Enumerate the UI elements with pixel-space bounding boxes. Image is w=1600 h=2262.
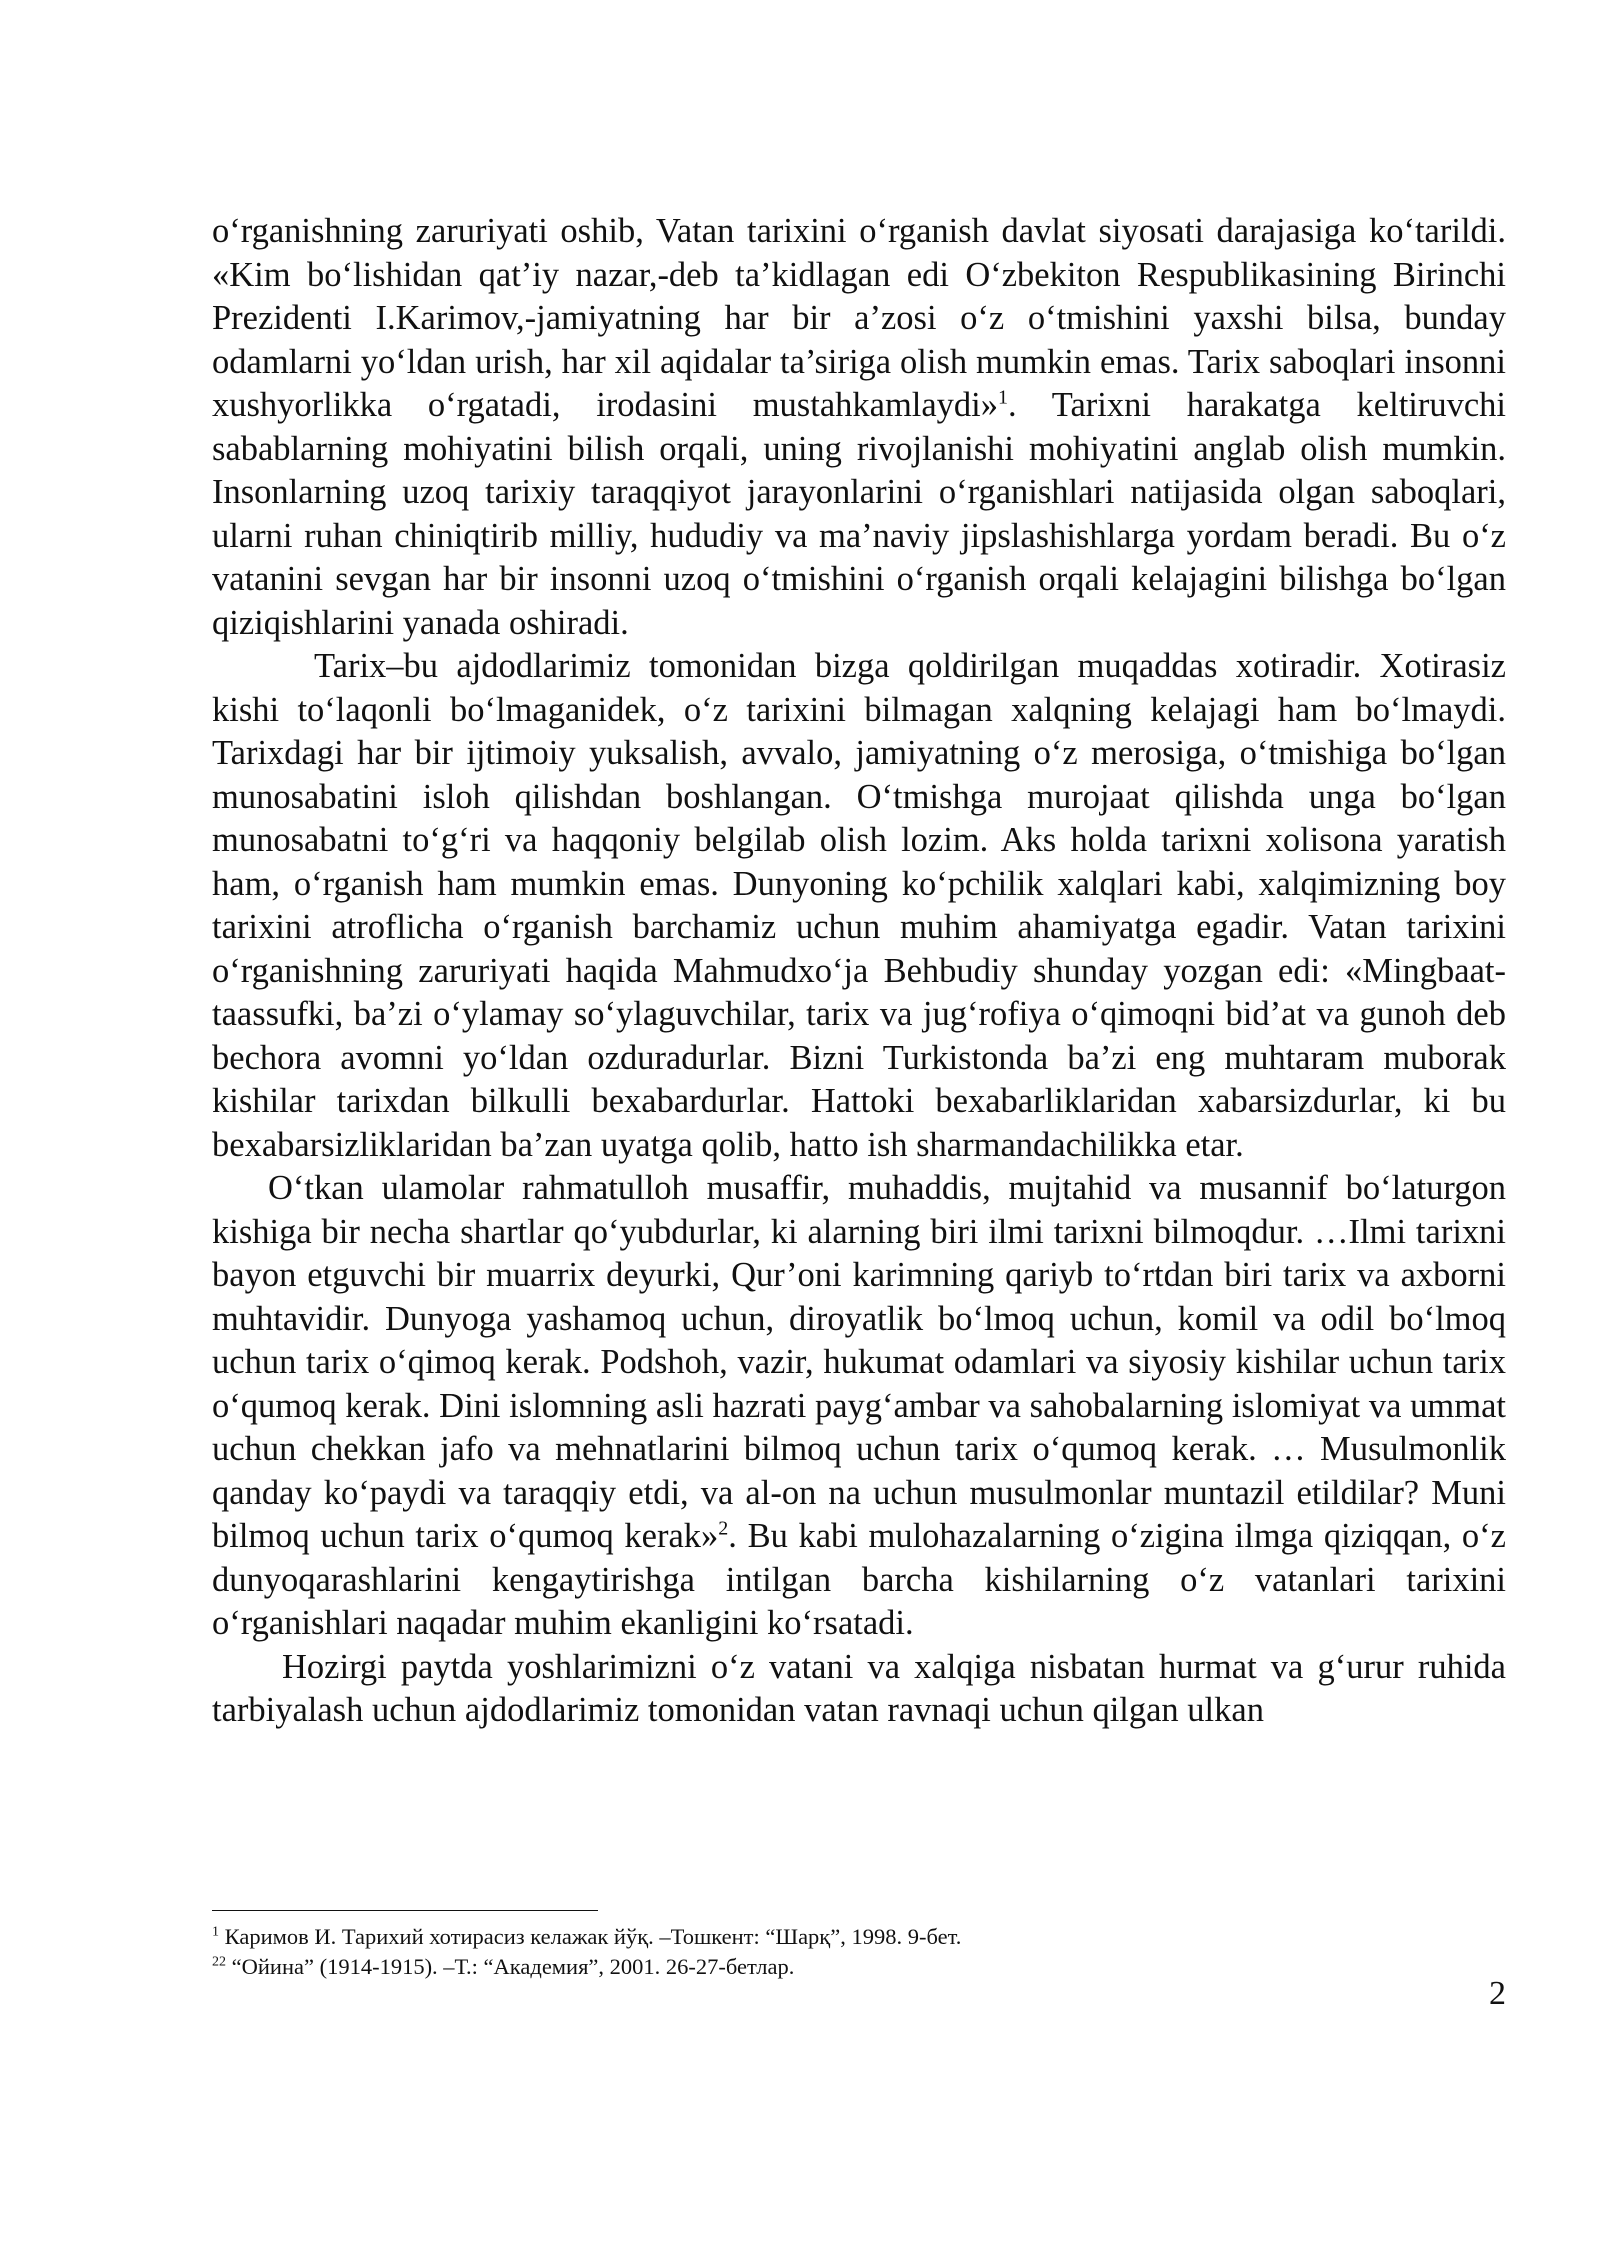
- footnote-1: [212, 1922, 1506, 1952]
- paragraph-3: [212, 1167, 1506, 1646]
- page-number: 2: [1489, 1975, 1506, 2012]
- footnotes: [212, 1922, 1506, 1982]
- footnote-2-mark: 22: [212, 1954, 226, 1970]
- paragraph-1-text-a: o‘rganishning zaruriyati oshib, Vatan tarixini o‘rganish davlat siyosati darajasiga ko‘tarildi. «Kim bo‘lishidan qat’iy nazar,-deb ta’kidlagan edi O‘zbekiton Respublikasining Birinchi Prezidenti I.Karimov,-jamiyatning har bir a’zosi o‘z o‘tmishini yaxshi bilsa, bunday odamlarni yo‘ldan urish, har xil aqidalar ta’siriga olish mumkin emas. Tarix saboqlari insonni xushyorlikka o‘rgatadi, irodasini mustahkamlaydi»: [212, 212, 1506, 424]
- paragraph-1-text-b: . Tarixni harakatga keltiruvchi sabablarning mohiyatini bilish orqali, uning rivojlanishi mohiyatini anglab olish mumkin. Insonlarning uzoq tarixiy taraqqiyot jarayonlarini o‘rganishlari natijasida olgan saboqlari, ularni ruhan chiniqtirib milliy, hududiy va ma’naviy jipslashishlarga yordam beradi. Bu o‘z vatanini sevgan har bir insonni uzoq o‘tmishini o‘rganish orqali kelajagini bilishga bo‘lgan qiziqishlarini yanada oshiradi.: [212, 386, 1506, 642]
- paragraph-3-text-a: O‘tkan ulamolar rahmatulloh musaffir, muhaddis, mujtahid va musannif bo‘laturgon kishiga bir necha shartlar qo‘yubdurlar, ki alarning biri ilmi tarixni bilmoqdur. …Ilmi tarixni bayon etguvchi bir muarrix deyurki, Qur’oni karimning qariyb to‘rtdan biri tarix va axborni muhtavidir. Dunyoga yashamoq uchun, diroyatlik bo‘lmoq uchun, komil va odil bo‘lmoq uchun tarix o‘qimoq kerak. Podshoh, vazir, hukumat odamlari va siyosiy kishilar uchun tarix o‘qumoq kerak. Dini islomning asli hazrati payg‘ambar va sahobalarning islomiyat va ummat uchun chekkan jafo va mehnatlarini bilmoq uchun tarix o‘qumoq kerak. … Musulmonlik qanday ko‘paydi va taraqqiy etdi, va al-on na uchun musulmonlar muntazil etildilar? Muni bilmoq uchun tarix o‘qumoq kerak»: [212, 1169, 1506, 1555]
- footnote-ref-2[interactable]: 2: [718, 1517, 729, 1540]
- footnote-2-text: “Ойина” (1914-1915). –Т.: “Академия”, 2001. 26-27-бетлар.: [226, 1954, 795, 1979]
- paragraph-3-text-b: . Bu kabi mulohazalarning o‘zigina ilmga qiziqqan, o‘z dunyoqarashlarini kengaytirishga intilgan barcha kishilarning o‘z vatanlari tarixini o‘rganishlari naqadar muhim ekanligini ko‘rsatadi.: [212, 1517, 1506, 1642]
- paragraph-1: [212, 210, 1506, 645]
- footnote-separator: [212, 1910, 598, 1911]
- footnote-1-text: Каримов И. Тарихий хотирасиз келажак йўқ. –Тошкент: “Шарқ”, 1998. 9-бет.: [219, 1924, 962, 1949]
- page-body: [212, 210, 1506, 1733]
- footnote-2: [212, 1952, 1506, 1982]
- footnote-1-mark: 1: [212, 1924, 219, 1940]
- footnote-ref-1[interactable]: 1: [998, 386, 1009, 409]
- paragraph-2: Tarix–bu ajdodlarimiz tomonidan bizga qoldirilgan muqaddas xotiradir. Xotirasiz kishi to‘laqonli bo‘lmaganidek, o‘z tarixini bilmagan xalqning kelajagi ham bo‘lmaydi. Tarixdagi har bir ijtimoiy yuksalish, avvalo, jamiyatning o‘z merosiga, o‘tmishiga bo‘lgan munosabatini isloh qilishdan boshlangan. O‘tmishga murojaat qilishda unga bo‘lgan munosabatni to‘g‘ri va haqqoniy belgilab olish lozim. Aks holda tarixni xolisona yaratish ham, o‘rganish ham mumkin emas. Dunyoning ko‘pchilik xalqlari kabi, xalqimizning boy tarixini atroflicha o‘rganish barchamiz uchun muhim ahamiyatga egadir. Vatan tarixini o‘rganishning zaruriyati haqida Mahmudxo‘ja Behbudiy shunday yozgan edi: «Mingbaat-taassufki, ba’zi o‘ylamay so‘ylaguvchilar, tarix va jug‘rofiya o‘qimoqni bid’at va gunoh deb bechora avomni yo‘ldan ozduradurlar. Bizni Turkistonda ba’zi eng muhtaram muborak kishilar tarixdan bilkulli bexabardurlar. Hattoki bexabarliklaridan xabarsizdurlar, ki bu bexabarsizliklaridan ba’zan uyatga qolib, hatto ish sharmandachilikka etar.: [212, 647, 1506, 1164]
- paragraph-4: Hozirgi paytda yoshlarimizni o‘z vatani va xalqiga nisbatan hurmat va g‘urur ruhida tarbiyalash uchun ajdodlarimiz tomonidan vatan ravnaqi uchun qilgan ulkan: [212, 1647, 1506, 1729]
